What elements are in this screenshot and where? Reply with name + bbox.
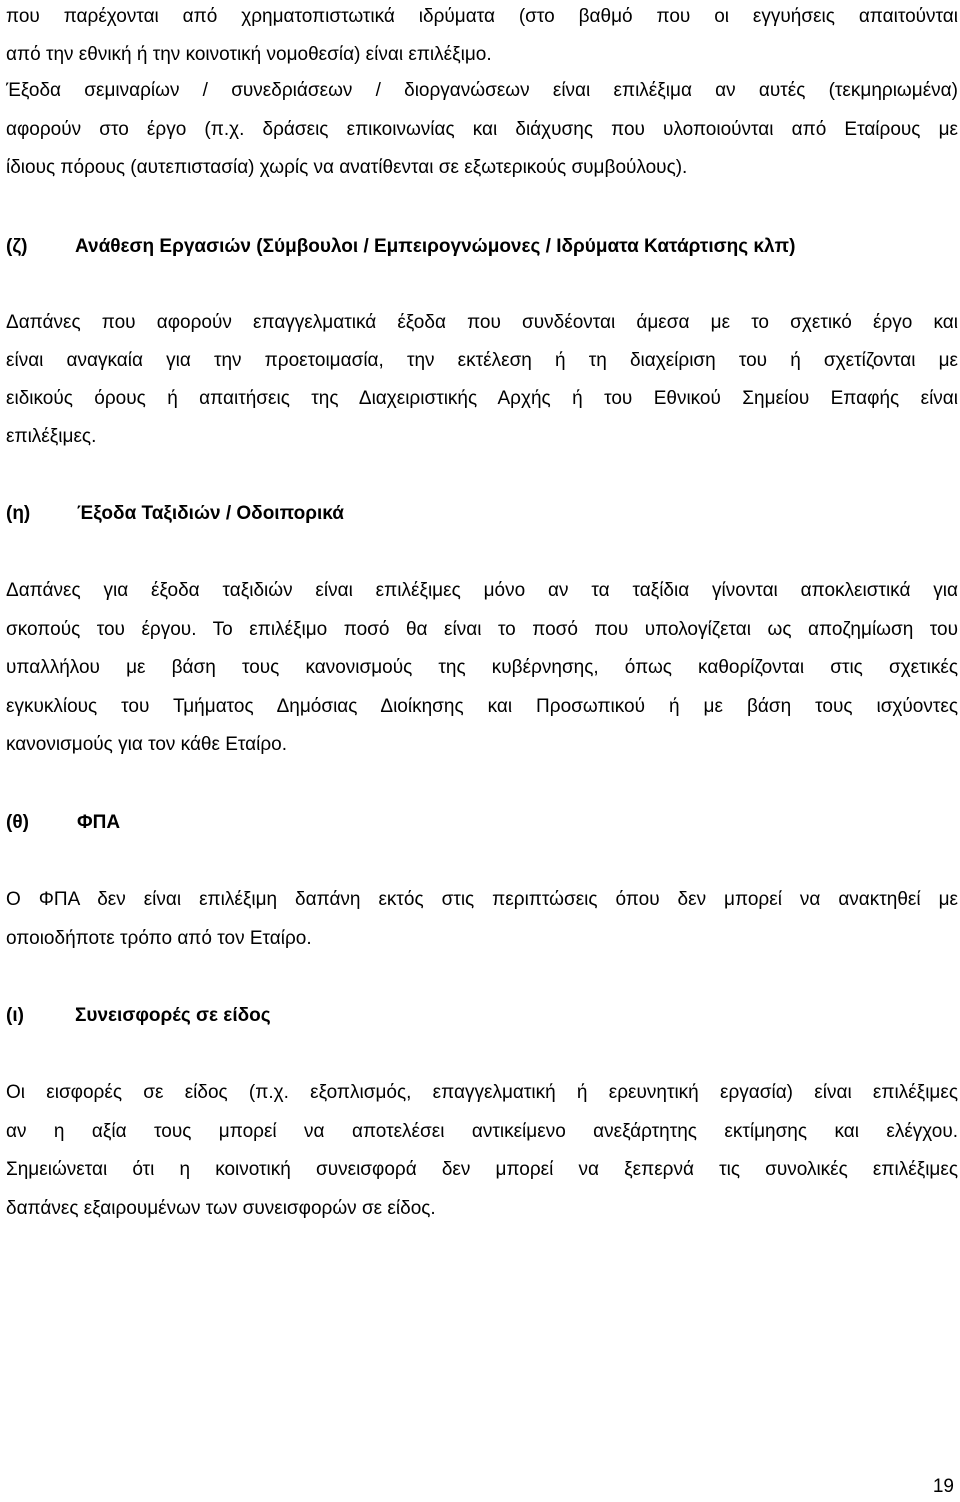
paragraph-line: εγκυκλίους του Τμήματος Δημόσιας Διοίκησης και Προσωπικού ή με βάση τους ισχύοντες xyxy=(6,696,958,717)
paragraph-line: Δαπάνες για έξοδα ταξιδιών είναι επιλέξιμες μόνο αν τα ταξίδια γίνονται αποκλειστικά για xyxy=(6,580,958,601)
paragraph-line: είναι αναγκαία για την προετοιμασία, την εκτέλεση ή τη διαχείριση του ή σχετίζονται με xyxy=(6,350,958,371)
intro-line: από την εθνική ή την κοινοτική νομοθεσία) είναι επιλέξιμο. xyxy=(6,44,492,65)
section-number: (η) xyxy=(6,503,31,524)
intro-line: Έξοδα σεμιναρίων / συνεδριάσεων / διοργανώσεων είναι επιλέξιμα αν αυτές (τεκμηριωμένα) xyxy=(6,80,958,101)
section-title: Έξοδα Ταξιδιών / Οδοιπορικά xyxy=(77,503,344,524)
paragraph-line: Οι εισφορές σε είδος (π.χ. εξοπλισμός, επαγγελματική ή ερευνητική εργασία) είναι επιλέξιμες xyxy=(6,1082,958,1103)
paragraph-line: Σημειώνεται ότι η κοινοτική συνεισφορά δεν μπορεί να ξεπερνά τις συνολικές επιλέξιμες xyxy=(6,1159,958,1180)
intro-line: που παρέχονται από χρηματοπιστωτικά ιδρύματα (στο βαθμό που οι εγγυήσεις απαιτούνται xyxy=(6,6,958,27)
section-title: Ανάθεση Εργασιών (Σύμβουλοι / Εμπειρογνώμονες / Ιδρύματα Κατάρτισης κλπ) xyxy=(75,236,796,257)
paragraph-line: αν η αξία τους μπορεί να αποτελέσει αντικείμενο ανεξάρτητης εκτίμησης και ελέγχου. xyxy=(6,1121,958,1142)
intro-line: ίδιους πόρους (αυτεπιστασία) χωρίς να ανατίθενται σε εξωτερικούς συμβούλους). xyxy=(6,157,688,178)
paragraph-line: Ο ΦΠΑ δεν είναι επιλέξιμη δαπάνη εκτός στις περιπτώσεις όπου δεν μπορεί να ανακτηθεί με xyxy=(6,889,958,910)
section-title: Συνεισφορές σε είδος xyxy=(75,1005,271,1026)
page-number: 19 xyxy=(932,1476,954,1497)
intro-line: αφορούν στο έργο (π.χ. δράσεις επικοινωνίας και διάχυσης που υλοποιούνται από Εταίρους με xyxy=(6,119,958,140)
paragraph-line: ειδικούς όρους ή απαιτήσεις της Διαχειριστικής Αρχής ή του Εθνικού Σημείου Επαφής είναι xyxy=(6,388,958,409)
section-number: (ζ) xyxy=(6,236,28,257)
paragraph-line: οποιοδήποτε τρόπο από τον Εταίρο. xyxy=(6,928,312,949)
paragraph-line: επιλέξιμες. xyxy=(6,426,97,447)
paragraph-line: κανονισμούς για τον κάθε Εταίρο. xyxy=(6,734,288,755)
section-number: (θ) xyxy=(6,812,29,833)
paragraph-line: Δαπάνες που αφορούν επαγγελματικά έξοδα που συνδέονται άμεσα με το σχετικό έργο και xyxy=(6,312,958,333)
paragraph-line: δαπάνες εξαιρουμένων των συνεισφορών σε είδος. xyxy=(6,1198,436,1219)
paragraph-line: σκοπούς του έργου. Το επιλέξιμο ποσό θα είναι το ποσό που υπολογίζεται ως αποζημίωση του xyxy=(6,619,958,640)
section-number: (ι) xyxy=(6,1005,24,1026)
section-title: ΦΠΑ xyxy=(77,812,121,833)
paragraph-line: υπαλλήλου με βάση τους κανονισμούς της κυβέρνησης, όπως καθορίζονται στις σχετικές xyxy=(6,657,958,678)
